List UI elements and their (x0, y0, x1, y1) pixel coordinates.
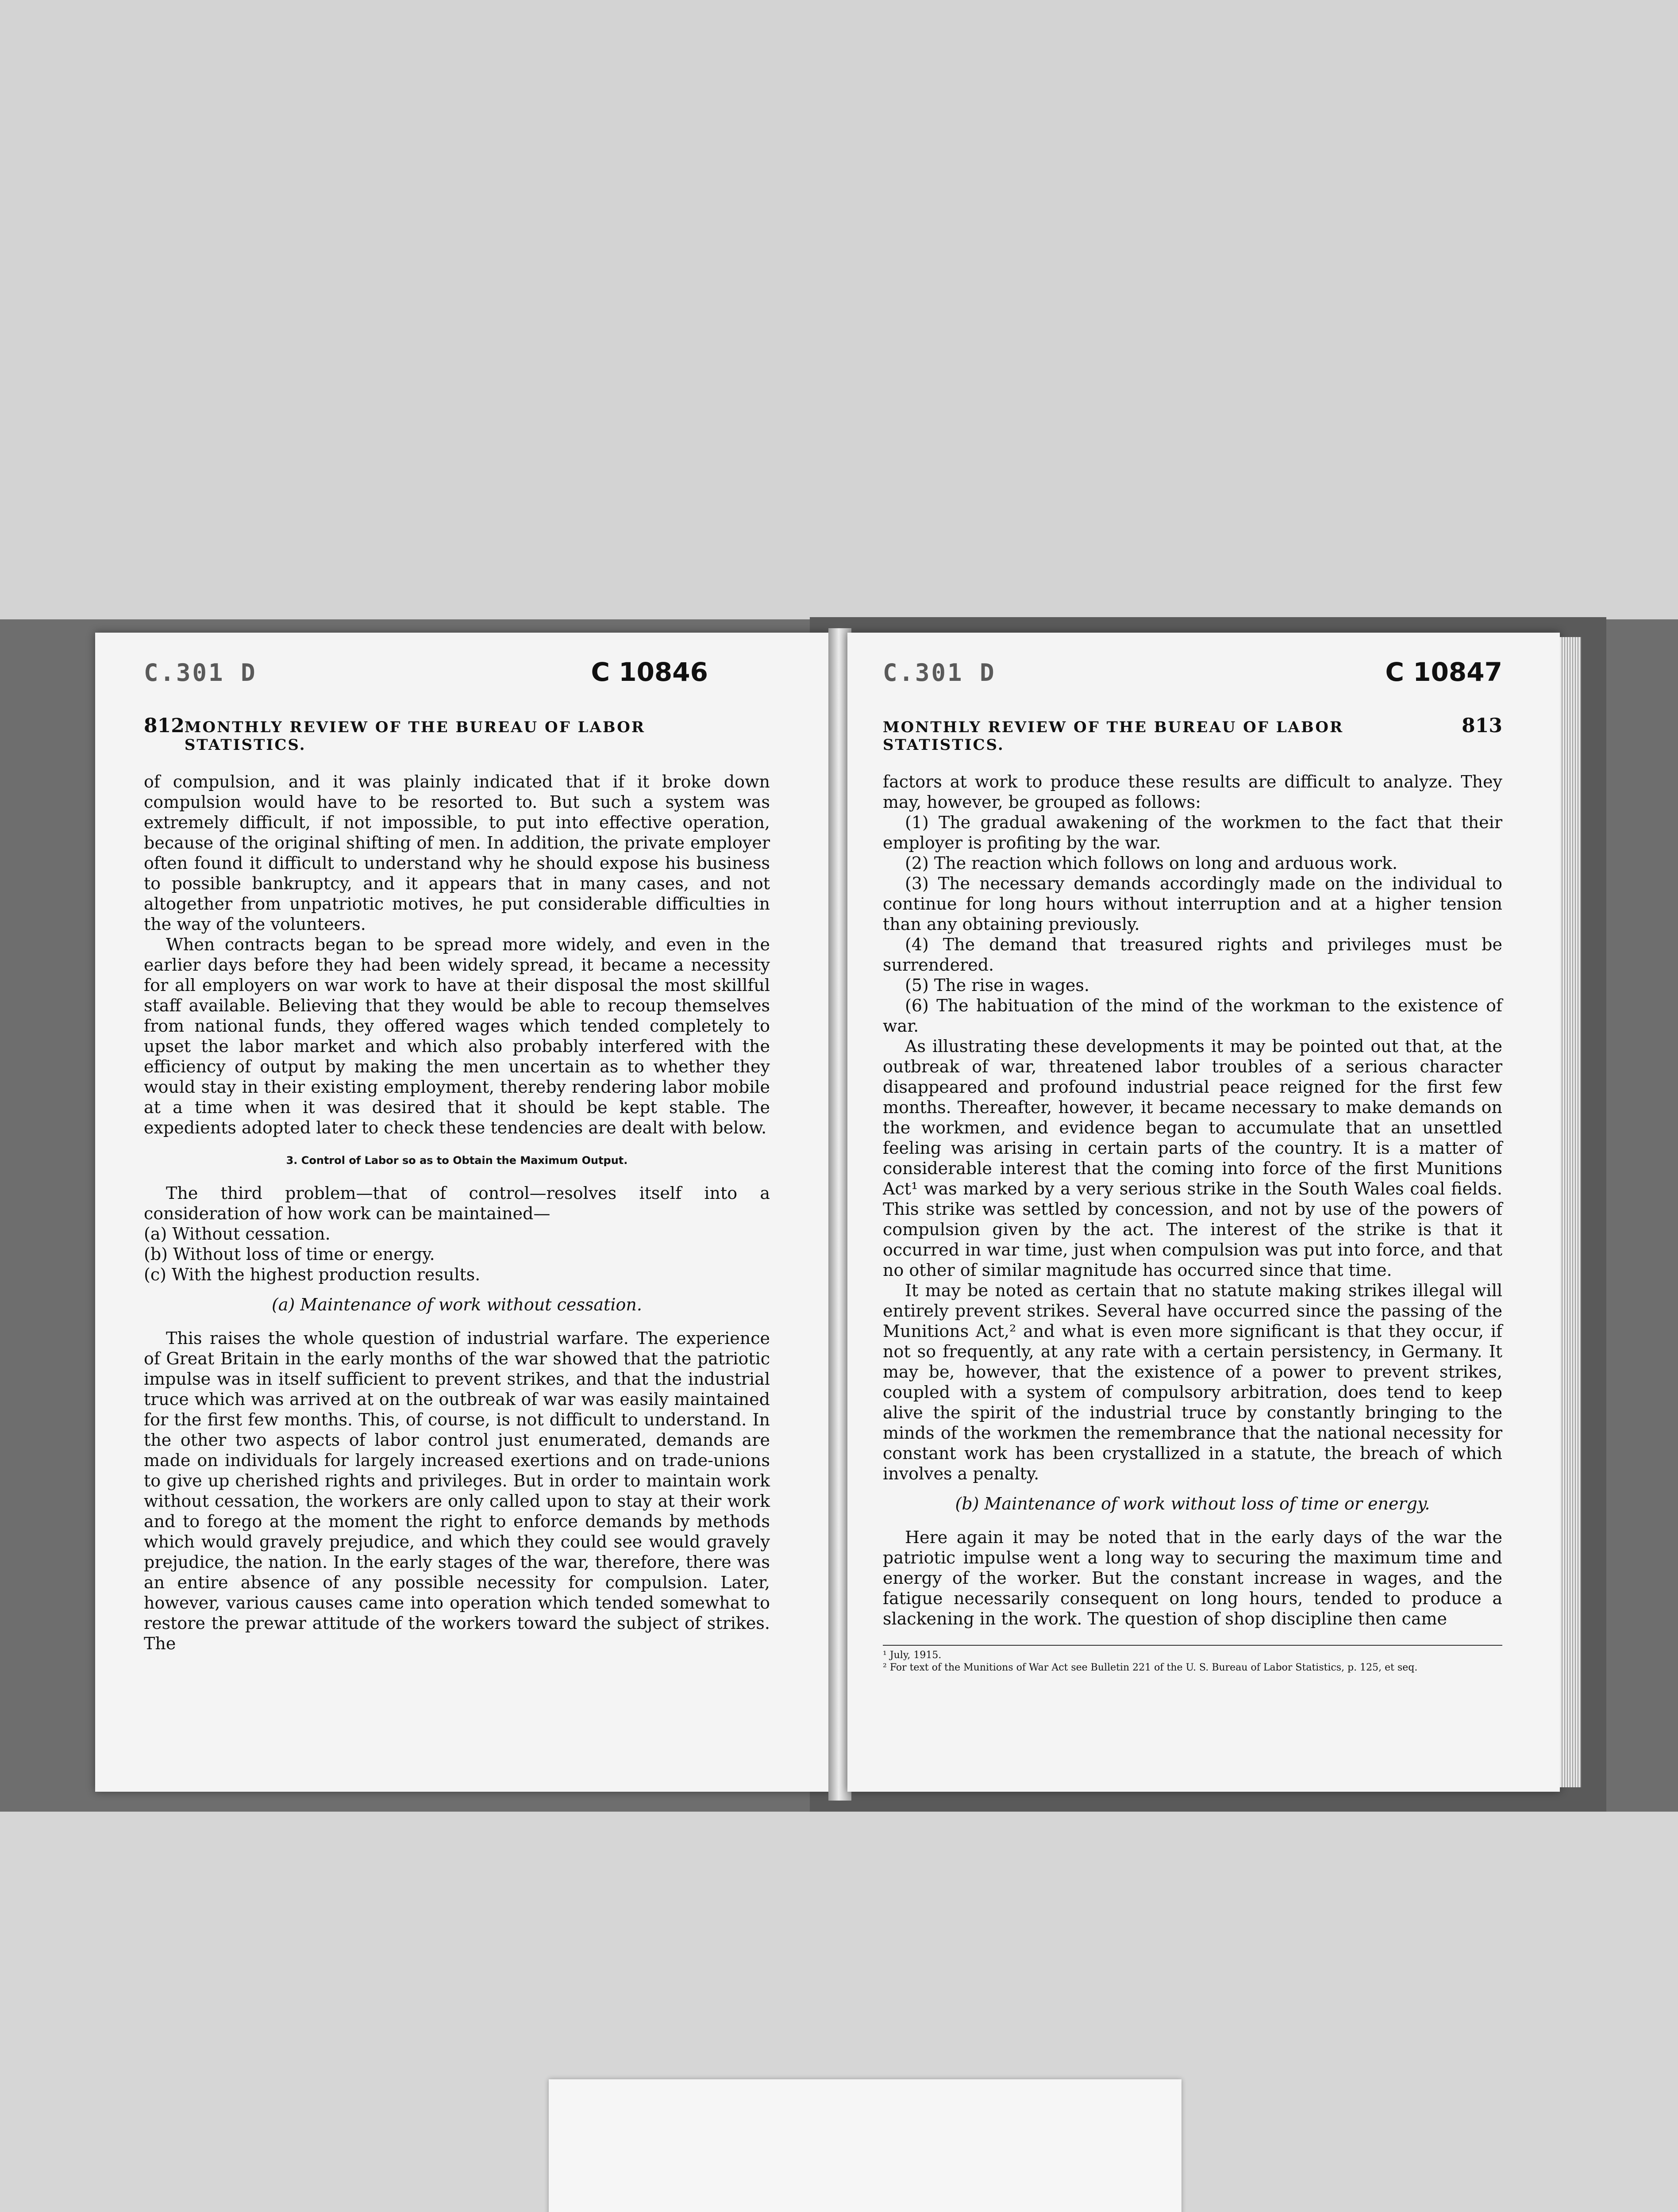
left-paragraph-3: This raises the whole question of industrial warfare. The experience of Great Britain in the early months of the war showed that the patriotic impulse was in itself sufficient to prevent strikes, and that the industrial truce which was arrived at on the outbreak of war was easily maintained for the first few months. This, of course, is not difficult to understand. In the other two aspects of labor control just enumerated, demands are made on individuals for largely increased exertions and on trade-unions to give up cherished rights and privileges. But in order to maintain work without cessation, the workers are only called upon to stay at their work and to forego at the moment the right to enforce demands by methods which would gravely prejudice, and which they could see would gravely prejudice, the nation. In the early stages of the war, therefore, there was an entire absence of any possible necessity for compulsion. Later, however, various causes came into operation which tended somewhat to restore the prewar attitude of the workers toward the subject of strikes. The (144, 1329, 770, 1653)
left-list-item-a: (a) Without cessation. (144, 1224, 331, 1244)
right-list-item-2: (2) The reaction which follows on long and arduous work. (905, 853, 1398, 873)
left-body (144, 772, 770, 1654)
left-section-intro: The third problem—that of control—resolves itself into a consideration of how work can be maintained— (144, 1183, 770, 1223)
left-list-item-b: (b) Without loss of time or energy. (144, 1244, 435, 1264)
right-running-head (883, 714, 1502, 754)
right-list-item-6: (6) The habituation of the mind of the workman to the existence of war. (883, 996, 1502, 1036)
right-list-item-1: (1) The gradual awakening of the workmen to the fact that their employer is profiting by the war. (883, 813, 1502, 853)
right-paragraph-2: It may be noted as certain that no statute making strikes illegal will entirely prevent strikes. Several have occurred since the passing of the Munitions Act,² and what is even more significant is that they occur, if not so frequently, at any rate with a certain persistency, in Germany. It may be, however, that the existence of a power to prevent strikes, coupled with a system of compulsory arbitration, does tend to keep alive the spirit of the industrial truce by constantly bringing to the minds of the workmen the remembrance that the national necessity for constant work has been crystallized in a statute, the breach of which involves a penalty. (883, 1281, 1502, 1483)
left-section-heading: 3. Control of Labor so as to Obtain the Maximum Output. (286, 1154, 628, 1167)
right-journal-title: MONTHLY REVIEW OF THE BUREAU OF LABOR STATISTICS. (883, 718, 1344, 754)
right-faint-stamp: C.301 D (883, 659, 996, 687)
left-page-number: 812 (144, 714, 185, 737)
right-stamp-number: C 10847 (1385, 657, 1502, 687)
left-page (95, 633, 832, 1792)
right-page (847, 633, 1560, 1792)
left-subheading: (a) Maintenance of work without cessation. (272, 1295, 642, 1314)
right-list-item-4: (4) The demand that treasured rights and privileges must be surrendered. (883, 935, 1502, 975)
left-stamp-number: C 10846 (591, 657, 708, 687)
top-background (0, 0, 1678, 619)
left-stamps (144, 657, 770, 688)
right-body (883, 772, 1502, 1629)
right-page-number: 813 (1462, 714, 1502, 737)
collection-label-card (549, 2079, 1182, 2212)
right-footnotes (883, 1645, 1502, 1674)
page-edges (1560, 637, 1581, 1787)
right-list-item-5: (5) The rise in wages. (905, 975, 1089, 995)
right-list-item-3: (3) The necessary demands accordingly made on the individual to continue for long hours without interruption and at a higher tension than any obtaining previously. (883, 874, 1502, 934)
right-paragraph-3: Here again it may be noted that in the early days of the war the patriotic impulse went a long way to securing the maximum time and energy of the worker. But the constant increase in wages, and the fatigue necessarily consequent on long hours, tended to produce a slackening in the work. The question of shop discipline then came (883, 1528, 1502, 1628)
left-paragraph-1: of compulsion, and it was plainly indicated that if it broke down compulsion would have to be resorted to. But such a system was extremely difficult, if not impossible, to put into effective operation, because of the original shifting of men. In addition, the private employer often found it difficult to understand why he should expose his business to possible bankruptcy, and it appears that in many cases, and not altogether from unpatriotic motives, he put considerable difficulties in the way of the volunteers. (144, 772, 770, 934)
left-running-head (144, 714, 770, 754)
left-faint-stamp: C.301 D (144, 659, 257, 687)
left-list-item-c: (c) With the highest production results. (144, 1265, 481, 1284)
right-paragraph-1: As illustrating these developments it may be pointed out that, at the outbreak of war, threatened labor troubles of a serious character disappeared and profound industrial peace reigned for the first few months. Thereafter, however, it became necessary to make demands on the workmen, and evidence began to accumulate that an unsettled feeling was arising in certain parts of the country. It is a matter of considerable interest that the coming into force of the first Munitions Act¹ was marked by a very serious strike in the South Wales coal fields. This strike was settled by concession, and not by use of the powers of compulsion given by the act. The interest of the strike is that it occurred in war time, just when compulsion was put into force, and that no other of similar magnitude has occurred since that time. (883, 1037, 1502, 1280)
right-intro: factors at work to produce these results are difficult to analyze. They may, however, be grouped as follows: (883, 772, 1502, 812)
footnote-2: ² For text of the Munitions of War Act see Bulletin 221 of the U. S. Bureau of Labor Statistics, p. 125, et seq. (883, 1662, 1418, 1673)
left-paragraph-2: When contracts began to be spread more widely, and even in the earlier days before they had been widely spread, it became a necessity for all employers on war work to have at their disposal the most skillful staff available. Believing that they would be able to recoup themselves from national funds, they offered wages which tended completely to upset the labor market and which also probably interfered with the efficiency of output by making the men uncertain as to whether they would stay in their existing employment, thereby rendering labor mobile at a time when it was desired that it should be kept stable. The expedients adopted later to check these tendencies are dealt with below. (144, 935, 770, 1137)
left-journal-title: MONTHLY REVIEW OF THE BUREAU OF LABOR STATISTICS. (184, 718, 646, 754)
right-stamps (883, 657, 1502, 688)
footnote-1: ¹ July, 1915. (883, 1650, 942, 1661)
right-subheading: (b) Maintenance of work without loss of time or energy. (955, 1494, 1430, 1513)
